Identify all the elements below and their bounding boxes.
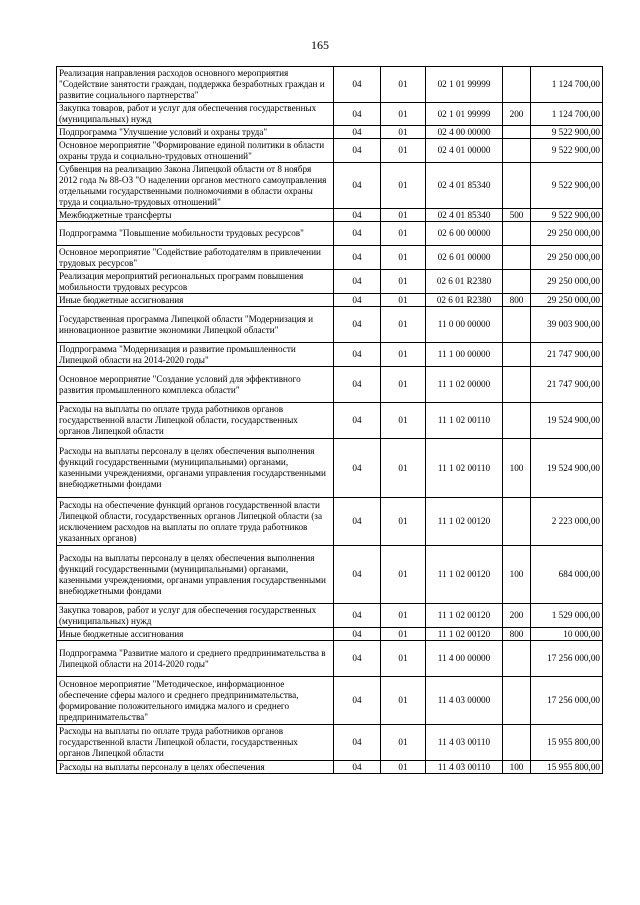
row-name: Межбюджетные трансферты xyxy=(57,209,334,222)
page-number: 165 xyxy=(311,38,329,52)
row-name: Расходы на выплаты по оплате труда работников органов государственной власти Липецкой области, государственных органов Липецкой области xyxy=(57,725,334,761)
table-row xyxy=(57,294,603,307)
row-amount: 39 003 900,00 xyxy=(531,307,603,343)
row-amount: 9 522 900,00 xyxy=(531,209,603,222)
row-section: 04 xyxy=(334,628,381,641)
row-subsection: 01 xyxy=(381,222,426,246)
row-expense-type: 100 xyxy=(503,546,531,604)
row-section: 04 xyxy=(334,677,381,725)
row-section: 04 xyxy=(334,126,381,139)
row-target-article: 11 1 02 00120 xyxy=(426,604,503,628)
row-name: Расходы на выплаты персоналу в целях обеспечения xyxy=(57,761,334,774)
row-section: 04 xyxy=(334,163,381,209)
row-expense-type: 100 xyxy=(503,439,531,498)
row-target-article: 11 1 02 00120 xyxy=(426,498,503,546)
row-expense-type xyxy=(503,725,531,761)
row-amount: 15 955 800,00 xyxy=(531,761,603,774)
row-amount: 29 250 000,00 xyxy=(531,270,603,294)
row-expense-type xyxy=(503,343,531,367)
row-amount: 9 522 900,00 xyxy=(531,139,603,163)
row-amount: 29 250 000,00 xyxy=(531,246,603,270)
table-row xyxy=(57,546,603,604)
row-subsection: 01 xyxy=(381,270,426,294)
row-target-article: 11 4 03 00110 xyxy=(426,725,503,761)
row-subsection: 01 xyxy=(381,139,426,163)
row-amount: 10 000,00 xyxy=(531,628,603,641)
row-subsection: 01 xyxy=(381,307,426,343)
row-expense-type xyxy=(503,307,531,343)
row-subsection: 01 xyxy=(381,439,426,498)
table-row xyxy=(57,604,603,628)
row-section: 04 xyxy=(334,343,381,367)
row-subsection: 01 xyxy=(381,641,426,677)
row-expense-type xyxy=(503,67,531,103)
row-target-article: 02 4 00 00000 xyxy=(426,126,503,139)
row-target-article: 11 4 03 00000 xyxy=(426,677,503,725)
row-target-article: 02 1 01 99999 xyxy=(426,67,503,103)
row-name: Закупка товаров, работ и услуг для обеспечения государственных (муниципальных) нужд xyxy=(57,604,334,628)
row-expense-type xyxy=(503,498,531,546)
row-name: Подпрограмма "Повышение мобильности трудовых ресурсов" xyxy=(57,222,334,246)
row-target-article: 11 1 02 00000 xyxy=(426,367,503,403)
row-subsection: 01 xyxy=(381,294,426,307)
row-subsection: 01 xyxy=(381,604,426,628)
row-subsection: 01 xyxy=(381,498,426,546)
row-subsection: 01 xyxy=(381,628,426,641)
row-section: 04 xyxy=(334,222,381,246)
row-amount: 1 124 700,00 xyxy=(531,103,603,126)
row-subsection: 01 xyxy=(381,725,426,761)
table-row xyxy=(57,367,603,403)
row-name: Расходы на выплаты по оплате труда работников органов государственной власти Липецкой области, государственных органов Липецкой области xyxy=(57,403,334,439)
row-subsection: 01 xyxy=(381,209,426,222)
row-target-article: 11 1 02 00120 xyxy=(426,546,503,604)
row-expense-type: 200 xyxy=(503,604,531,628)
row-name: Расходы на выплаты персоналу в целях обеспечения выполнения функций государственными (муниципальными) органами, казенными учреждениями, органами управления государственными внебюджетными фондами xyxy=(57,546,334,604)
row-section: 04 xyxy=(334,403,381,439)
row-expense-type: 500 xyxy=(503,209,531,222)
row-expense-type xyxy=(503,677,531,725)
row-name: Подпрограмма "Развитие малого и среднего предпринимательства в Липецкой области на 2014-2020 годы" xyxy=(57,641,334,677)
row-section: 04 xyxy=(334,67,381,103)
row-target-article: 02 6 00 00000 xyxy=(426,222,503,246)
row-expense-type: 800 xyxy=(503,628,531,641)
table-row xyxy=(57,439,603,498)
row-target-article: 02 4 01 85340 xyxy=(426,163,503,209)
table-row xyxy=(57,641,603,677)
row-name: Основное мероприятие "Формирование единой политики в области охраны труда и социально-трудовых отношений" xyxy=(57,139,334,163)
row-section: 04 xyxy=(334,246,381,270)
row-subsection: 01 xyxy=(381,677,426,725)
table-row xyxy=(57,628,603,641)
row-expense-type: 200 xyxy=(503,103,531,126)
row-amount: 19 524 900,00 xyxy=(531,403,603,439)
row-section: 04 xyxy=(334,439,381,498)
row-name: Расходы на выплаты персоналу в целях обеспечения выполнения функций государственными (муниципальными) органами, казенными учреждениями, органами управления государственными внебюджетными фондами xyxy=(57,439,334,498)
row-amount: 21 747 900,00 xyxy=(531,367,603,403)
row-section: 04 xyxy=(334,604,381,628)
row-amount: 17 256 000,00 xyxy=(531,677,603,725)
row-target-article: 02 4 01 00000 xyxy=(426,139,503,163)
row-target-article: 11 1 02 00110 xyxy=(426,439,503,498)
row-target-article: 11 1 00 00000 xyxy=(426,343,503,367)
row-expense-type: 800 xyxy=(503,294,531,307)
row-amount: 684 000,00 xyxy=(531,546,603,604)
row-expense-type xyxy=(503,246,531,270)
row-section: 04 xyxy=(334,307,381,343)
row-subsection: 01 xyxy=(381,103,426,126)
table-row xyxy=(57,761,603,774)
table-row xyxy=(57,103,603,126)
row-name: Реализация мероприятий региональных программ повышения мобильности трудовых ресурсов xyxy=(57,270,334,294)
row-subsection: 01 xyxy=(381,163,426,209)
row-amount: 9 522 900,00 xyxy=(531,126,603,139)
row-name: Расходы на обеспечение функций органов государственной власти Липецкой области, государственных органов Липецкой области (за исключением расходов на выплаты по оплате труда работников указанных органов) xyxy=(57,498,334,546)
row-amount: 9 522 900,00 xyxy=(531,163,603,209)
row-expense-type: 100 xyxy=(503,761,531,774)
row-section: 04 xyxy=(334,139,381,163)
row-name: Иные бюджетные ассигнования xyxy=(57,294,334,307)
row-section: 04 xyxy=(334,367,381,403)
row-expense-type xyxy=(503,367,531,403)
row-target-article: 02 1 01 99999 xyxy=(426,103,503,126)
row-subsection: 01 xyxy=(381,343,426,367)
row-subsection: 01 xyxy=(381,246,426,270)
row-name: Основное мероприятие "Создание условий для эффективного развития промышленного комплекса области" xyxy=(57,367,334,403)
row-amount: 29 250 000,00 xyxy=(531,294,603,307)
table-row xyxy=(57,163,603,209)
row-target-article: 02 6 01 00000 xyxy=(426,246,503,270)
row-amount: 1 124 700,00 xyxy=(531,67,603,103)
row-section: 04 xyxy=(334,294,381,307)
row-amount: 15 955 800,00 xyxy=(531,725,603,761)
table-row xyxy=(57,209,603,222)
row-subsection: 01 xyxy=(381,403,426,439)
budget-table xyxy=(56,66,603,774)
row-name: Основное мероприятие "Содействие работодателям в привлечении трудовых ресурсов" xyxy=(57,246,334,270)
row-amount: 21 747 900,00 xyxy=(531,343,603,367)
table-row xyxy=(57,139,603,163)
row-section: 04 xyxy=(334,546,381,604)
table-row xyxy=(57,677,603,725)
row-subsection: 01 xyxy=(381,126,426,139)
row-expense-type xyxy=(503,163,531,209)
row-section: 04 xyxy=(334,209,381,222)
row-name: Основное мероприятие "Методическое, информационное обеспечение сферы малого и среднего предпринимательства, формирование положительного имиджа малого и среднего предпринимательства" xyxy=(57,677,334,725)
row-section: 04 xyxy=(334,761,381,774)
row-expense-type xyxy=(503,126,531,139)
row-expense-type xyxy=(503,270,531,294)
table-row xyxy=(57,222,603,246)
row-expense-type xyxy=(503,139,531,163)
row-name: Иные бюджетные ассигнования xyxy=(57,628,334,641)
row-expense-type xyxy=(503,641,531,677)
table-row xyxy=(57,126,603,139)
row-target-article: 02 4 01 85340 xyxy=(426,209,503,222)
row-target-article: 02 6 01 R2380 xyxy=(426,294,503,307)
row-amount: 17 256 000,00 xyxy=(531,641,603,677)
row-expense-type xyxy=(503,222,531,246)
row-section: 04 xyxy=(334,641,381,677)
table-row xyxy=(57,246,603,270)
row-target-article: 11 1 02 00120 xyxy=(426,628,503,641)
row-amount: 29 250 000,00 xyxy=(531,222,603,246)
row-subsection: 01 xyxy=(381,761,426,774)
table-row xyxy=(57,343,603,367)
row-name: Реализация направления расходов основного мероприятия "Содействие занятости граждан, поддержка безработных граждан и развитие социального партнерства" xyxy=(57,67,334,103)
table-row xyxy=(57,67,603,103)
row-amount: 2 223 000,00 xyxy=(531,498,603,546)
row-section: 04 xyxy=(334,725,381,761)
row-name: Подпрограмма "Модернизация и развитие промышленности Липецкой области на 2014-2020 годы" xyxy=(57,343,334,367)
row-section: 04 xyxy=(334,103,381,126)
row-name: Закупка товаров, работ и услуг для обеспечения государственных (муниципальных) нужд xyxy=(57,103,334,126)
row-subsection: 01 xyxy=(381,367,426,403)
row-amount: 19 524 900,00 xyxy=(531,439,603,498)
row-target-article: 11 0 00 00000 xyxy=(426,307,503,343)
row-subsection: 01 xyxy=(381,67,426,103)
row-target-article: 11 1 02 00110 xyxy=(426,403,503,439)
row-target-article: 11 4 00 00000 xyxy=(426,641,503,677)
row-amount: 1 529 000,00 xyxy=(531,604,603,628)
row-expense-type xyxy=(503,403,531,439)
row-name: Подпрограмма "Улучшение условий и охраны труда" xyxy=(57,126,334,139)
row-name: Субвенция на реализацию Закона Липецкой области от 8 ноября 2012 года № 88-ОЗ "О наделении органов местного самоуправления отдельными государственными полномочиями в области охраны труда и социально-трудовых отношений" xyxy=(57,163,334,209)
row-section: 04 xyxy=(334,270,381,294)
row-target-article: 02 6 01 R2380 xyxy=(426,270,503,294)
row-target-article: 11 4 03 00110 xyxy=(426,761,503,774)
row-name: Государственная программа Липецкой области "Модернизация и инновационное развитие экономики Липецкой области" xyxy=(57,307,334,343)
table-row xyxy=(57,725,603,761)
table-row xyxy=(57,307,603,343)
row-section: 04 xyxy=(334,498,381,546)
table-row xyxy=(57,498,603,546)
table-row xyxy=(57,270,603,294)
table-row xyxy=(57,403,603,439)
row-subsection: 01 xyxy=(381,546,426,604)
